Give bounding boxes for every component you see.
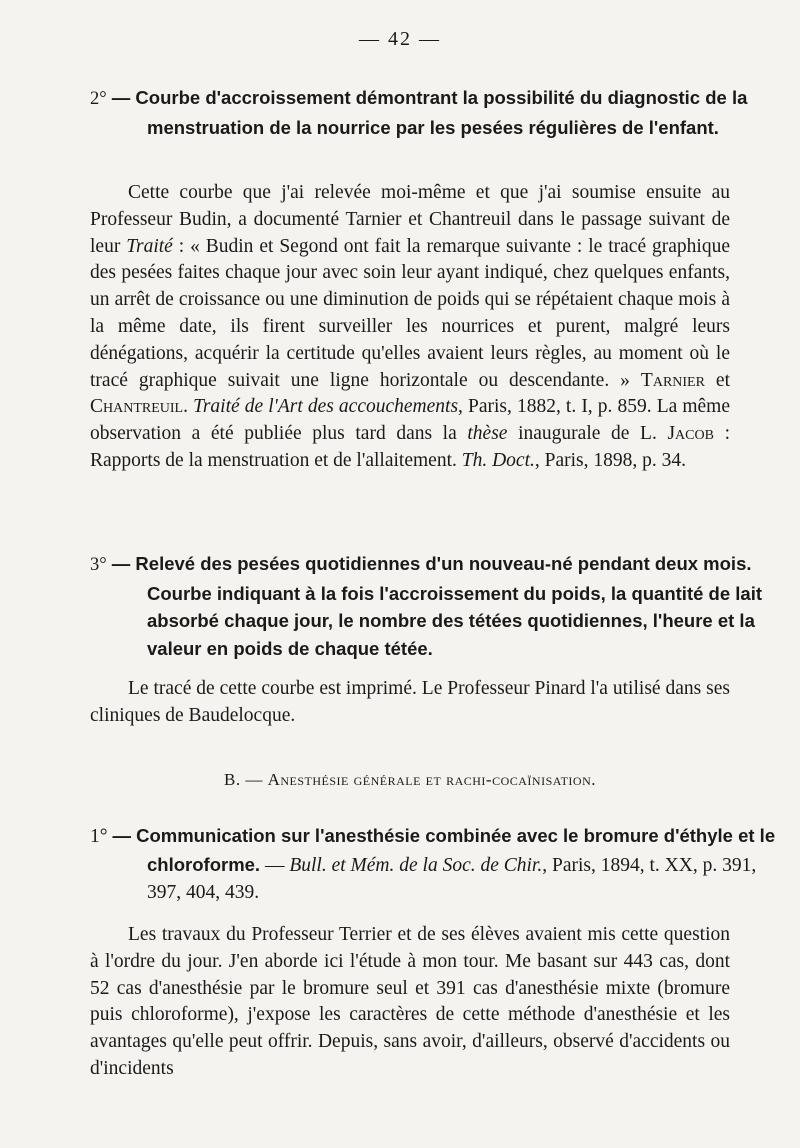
- item-2-heading: [90, 84, 787, 141]
- para1-text-8: , Paris, 1898, p. 34.: [534, 449, 686, 471]
- paragraph-budin-segond: [90, 180, 730, 475]
- book-title: Traité de l'Art des accouchements: [193, 396, 459, 418]
- item-3-heading: [90, 550, 787, 662]
- item-2-text: — Courbe d'accroissement démontrant la possibilité du diagnostic de la menstruation de la nourrice par les pesées régulières de l'enfant.: [111, 87, 748, 138]
- item-1-text: — Communication sur l'anesthésie combinée avec le bromure d'éthyle et le chloroforme.: [112, 825, 776, 875]
- section-b-title: Anesthésie générale et rachi-cocaïnisation.: [267, 770, 596, 789]
- author-chantreuil: Chantreuil.: [90, 396, 188, 418]
- item-1-reference-tail: , Paris, 1894, t. XX, p. 391, 397, 404, 439.: [147, 854, 757, 903]
- page-number: — 42 —: [359, 28, 441, 50]
- para1-text-3: et: [704, 369, 731, 391]
- item-3-text: — Relevé des pesées quotidiennes d'un nouveau-né pendant deux mois. Courbe indiquant à la fois l'accroissement du poids, la quantité de lait absorbé chaque jour, le nombre des tétées quotidiennes, l'heure et la valeur en poids de chaque tétée.: [111, 553, 762, 659]
- para1-traite: Traité: [126, 235, 173, 257]
- item-3-number: 3°: [90, 555, 107, 575]
- paragraph-travaux-terrier: Les travaux du Professeur Terrier et de ses élèves avaient mis cette question à l'ordre du jour. J'en aborde ici l'étude à mon tour. Me basant sur 443 cas, dont 52 cas d'anesthésie par le bromure seul et 391 cas d'anesthésie mixte (bromure puis chloroforme), j'expose les caractères de cette méthode d'anesthésie et les avantages qu'elle peut offrir. Depuis, sans avoir, d'ailleurs, observé d'accidents ou d'incidents: [90, 924, 730, 1079]
- para1-text-5: , Paris, 1882, t. I, p. 859. La même observation a été publiée plus tard dans la: [90, 396, 730, 445]
- item-1-heading: [90, 822, 787, 907]
- section-b-label: B. —: [223, 770, 268, 789]
- th-doct: Th. Doct.: [461, 449, 535, 471]
- item-1-reference: Bull. et Mém. de la Soc. de Chir.: [289, 854, 543, 876]
- para1-text-6: inaugurale de L.: [507, 423, 668, 445]
- author-tarnier: Tarnier: [640, 369, 705, 391]
- para1-text-2: : « Budin et Segond ont fait la remarque suivante : le tracé graphique des pesées faites chaque jour avec soin leur ayant indiqué, chez quelques enfants, un arrêt de croissance ou une diminution de poids qui se répétaient chaque mois à la même date, ils firent surveiller les nourrices et purent, malgré leurs dénégations, acquérir la certitude qu'elles avaient leurs règles, au moment où le tracé graphique suivait une ligne horizontale ou descendante. »: [90, 235, 730, 391]
- item-1-number: 1°: [90, 826, 108, 847]
- para1-text-7: : Rapports de la menstruation et de l'allaitement.: [90, 423, 730, 471]
- item-1-sep: —: [260, 854, 290, 876]
- section-b-heading: [90, 770, 730, 790]
- paragraph-trace-courbe: Le tracé de cette courbe est imprimé. Le Professeur Pinard l'a utilisé dans ses cliniques de Baudelocque.: [90, 678, 730, 726]
- item-2-number: 2°: [90, 89, 107, 109]
- author-jacob: Jacob: [667, 423, 714, 445]
- para1-text-1: Cette courbe que j'ai relevée moi-même et que j'ai soumise ensuite au Professeur Budin, a documenté Tarnier et Chantreuil dans le passage suivant de leur: [90, 182, 730, 257]
- para1-these: thèse: [467, 423, 508, 445]
